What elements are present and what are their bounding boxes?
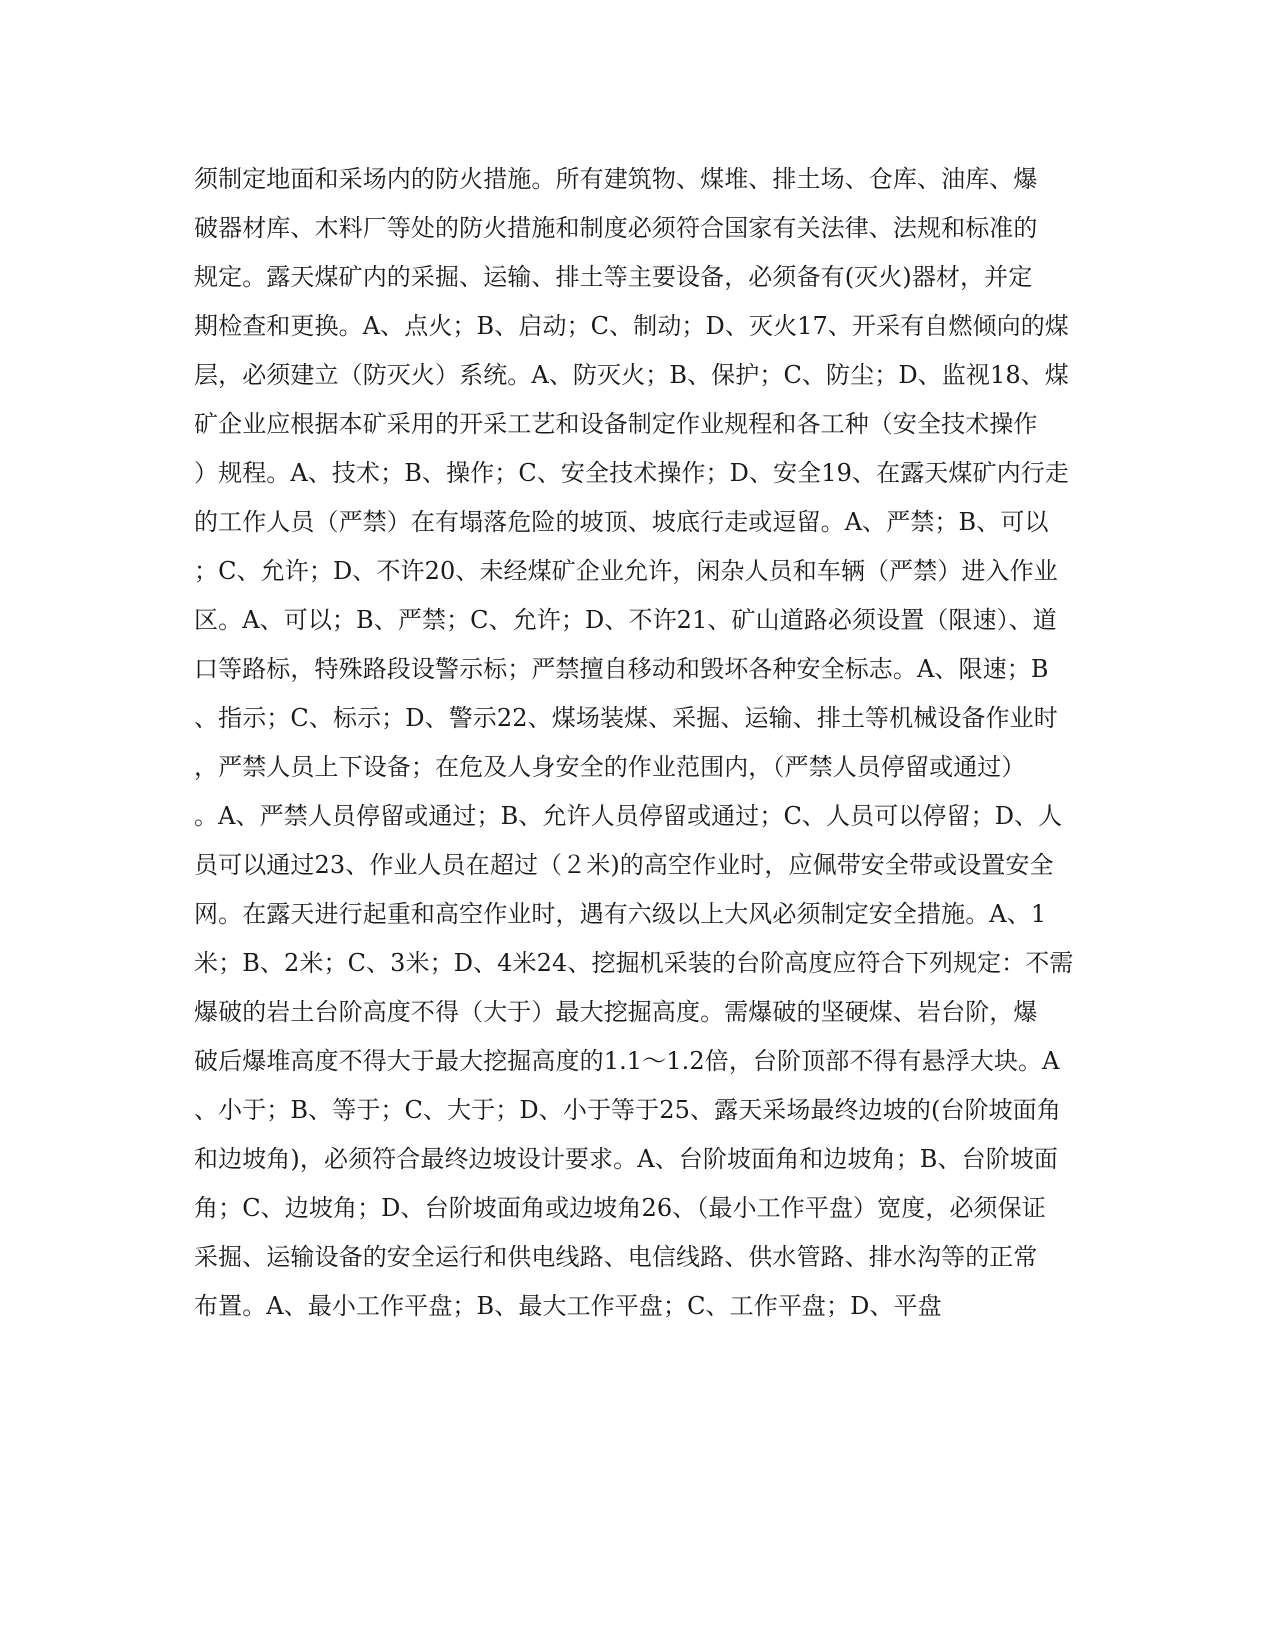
text-line: 布置。A、最小工作平盘；B、最大工作平盘；C、工作平盘；D、平盘	[194, 1292, 942, 1320]
text-line: 须制定地面和采场内的防火措施。所有建筑物、煤堆、排土场、仓库、油库、爆	[194, 165, 1038, 193]
text-line: ，严禁人员上下设备；在危及人身安全的作业范围内，（严禁人员停留或通过）	[194, 753, 1026, 781]
text-line: 破后爆堆高度不得大于最大挖掘高度的1.1～1.2倍，台阶顶部不得有悬浮大块。A	[194, 1047, 1060, 1075]
text-line: 采掘、运输设备的安全运行和供电线路、电信线路、供水管路、排水沟等的正常	[194, 1243, 1038, 1271]
text-line: 米；B、2米；C、3米；D、4米24、挖掘机采装的台阶高度应符合下列规定：不需	[194, 949, 1074, 977]
text-line: ）规程。A、技术；B、操作；C、安全技术操作；D、安全19、在露天煤矿内行走	[194, 459, 1069, 487]
text-line: 区。A、可以；B、严禁；C、允许；D、不许21、矿山道路必须设置（限速）、道	[194, 606, 1057, 634]
text-line: 规定。露天煤矿内的采掘、运输、排土等主要设备，必须备有(灭火)器材，并定	[194, 263, 1033, 291]
body-text	[194, 155, 1094, 1331]
text-line: 层，必须建立（防灭火）系统。A、防灭火；B、保护；C、防尘；D、监视18、煤	[194, 361, 1069, 389]
text-line: 、指示；C、标示；D、警示22、煤场装煤、采掘、运输、排土等机械设备作业时	[194, 704, 1058, 732]
text-line: 。A、严禁人员停留或通过；B、允许人员停留或通过；C、人员可以停留；D、人	[194, 802, 1063, 830]
text-line: 和边坡角)，必须符合最终边坡设计要求。A、台阶坡面角和边坡角；B、台阶坡面	[194, 1145, 1059, 1173]
text-line: 员可以通过23、作业人员在超过（２米)的高空作业时，应佩带安全带或设置安全	[194, 851, 1054, 879]
text-line: 网。在露天进行起重和高空作业时，遇有六级以上大风必须制定安全措施。A、1	[194, 900, 1047, 928]
text-line: ；C、允许；D、不许20、未经煤矿企业允许，闲杂人员和车辆（严禁）进入作业	[194, 557, 1058, 585]
text-line: 、小于；B、等于；C、大于；D、小于等于25、露天采场最终边坡的(台阶坡面角	[194, 1096, 1061, 1124]
text-line: 角；C、边坡角；D、台阶坡面角或边坡角26、（最小工作平盘）宽度，必须保证	[194, 1194, 1046, 1222]
text-line: 爆破的岩土台阶高度不得（大于）最大挖掘高度。需爆破的坚硬煤、岩台阶，爆	[194, 998, 1038, 1026]
text-line: 的工作人员（严禁）在有塌落危险的坡顶、坡底行走或逗留。A、严禁；B、可以	[194, 508, 1049, 536]
text-line: 矿企业应根据本矿采用的开采工艺和设备制定作业规程和各工种（安全技术操作	[194, 410, 1038, 438]
text-line: 期检查和更换。A、点火；B、启动；C、制动；D、灭火17、开采有自燃倾向的煤	[194, 312, 1069, 340]
text-line: 口等路标，特殊路段设警示标；严禁擅自移动和毁坏各种安全标志。A、限速；B	[194, 655, 1049, 683]
text-line: 破器材库、木料厂等处的防火措施和制度必须符合国家有关法律、法规和标准的	[194, 214, 1038, 242]
